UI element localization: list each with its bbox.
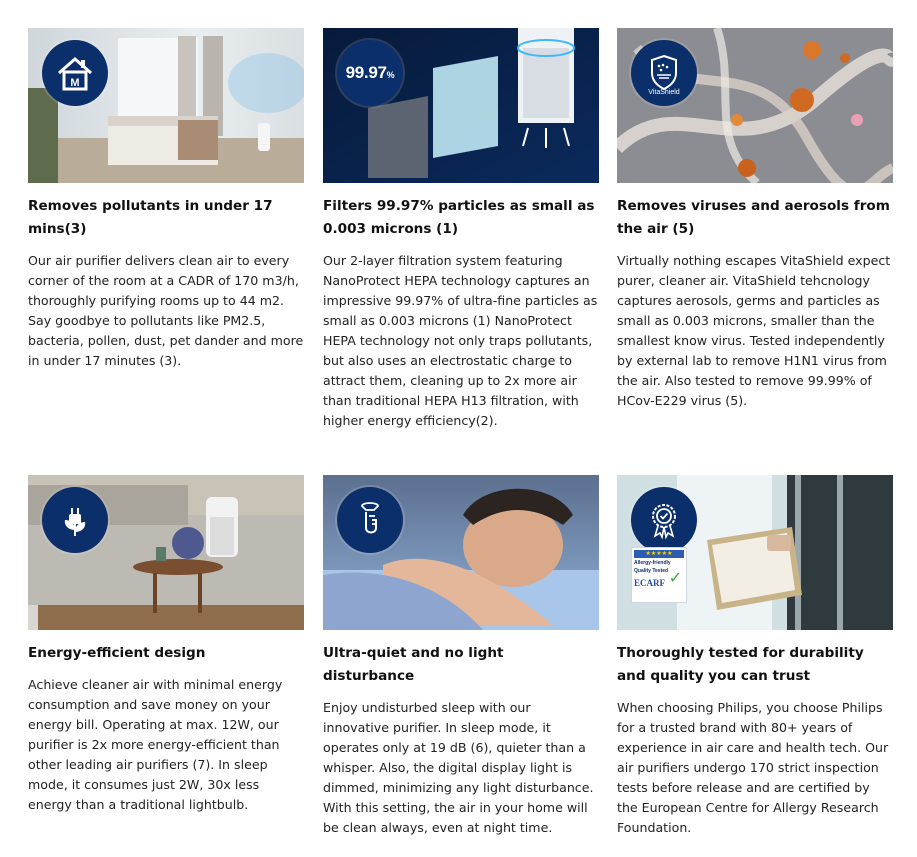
- feature-title: Filters 99.97% particles as small as 0.003 microns (1): [323, 198, 595, 237]
- checkmark-icon: ✓: [668, 570, 682, 587]
- cert-line-2: Quality Tested: [634, 568, 669, 574]
- feature-card-energy: [28, 475, 304, 815]
- vitashield-icon: [631, 40, 697, 106]
- feature-body: Our 2-layer filtration system featuring NanoProtect HEPA technology captures an impressive 99.97% of ultra-fine particles as small as 0.003 microns (1) NanoProtect HEPA technology not only traps pollutants, but also uses an electrostatic charge to attract them, cleaning up to 2x more air than traditional HEPA H13 filtration, with higher energy efficiency(2).: [323, 253, 598, 428]
- feature-card-tested: [617, 475, 893, 838]
- plug-leaf-icon: [42, 487, 108, 553]
- feature-title: Removes viruses and aerosols from the air (5): [617, 198, 890, 237]
- feature-card-viruses: [617, 28, 893, 411]
- badge-letter: M: [70, 77, 80, 89]
- feature-body: Achieve cleaner air with minimal energy consumption and save money on your energy bill. Operating at max. 12W, our purifier is 2x more energy-efficient than other leading air purifiers (7). In sleep mode, it consumes just 2W, 30x less energy than a traditional lightbulb.: [28, 677, 283, 812]
- feature-image-sleeping-child: [323, 475, 599, 630]
- feature-card-filtration: [323, 28, 599, 431]
- feature-image-living-room: [28, 475, 304, 630]
- feature-title: Energy-efficient design: [28, 645, 206, 661]
- feature-body: When choosing Philips, you choose Philips for a trusted brand with 80+ years of experience in air care and health tech. Our air purifiers undergo 170 strict inspection tests before release and are certified by the European Centre for Allergy Research Foundation.: [617, 700, 889, 835]
- home-m-icon: [42, 40, 108, 106]
- cert-brand: ECARF: [634, 578, 665, 588]
- feature-title: Removes pollutants in under 17 mins(3): [28, 198, 273, 237]
- feature-image-bedroom: [28, 28, 304, 183]
- feature-body: Enjoy undisturbed sleep with our innovative purifier. In sleep mode, it operates only at 19 dB (6), quieter than a whisper. Also, the digital display light is dimmed, minimizing any light disturbance. With this setting, the air in your home will be clean always, even at night time.: [323, 700, 594, 835]
- percent-badge-icon: [337, 40, 403, 106]
- rating-stars: ★★★★★: [634, 550, 684, 558]
- feature-title: Ultra-quiet and no light disturbance: [323, 645, 504, 684]
- quality-seal-icon: [631, 487, 697, 553]
- feature-body: Our air purifier delivers clean air to every corner of the room at a CADR of 170 m3/h, thoroughly purifying rooms up to 44 m2. Say goodbye to pollutants like PM2.5, bacteria, pollen, dust, pet dander and more in under 17 minutes (3).: [28, 253, 304, 368]
- badge-vitashield-label: VitaShield: [648, 89, 680, 95]
- feature-image-lab-technician: [617, 475, 893, 630]
- feature-body: Virtually nothing escapes VitaShield expect purer, cleaner air. VitaShield tehcnology captures aerosols, germs and particles as small as 0.003 microns, smaller than the smallest know virus. Tested independently by external lab to remove H1N1 virus from the air. Also tested to remove 99.99% of HCov-E229 virus (5).: [617, 253, 891, 408]
- ecarf-certificate-badge: [631, 547, 687, 603]
- feature-image-virus-fibers: [617, 28, 893, 183]
- cert-line-1: Allergy-friendly: [634, 560, 671, 566]
- feature-image-filter-layers: [323, 28, 599, 183]
- quiet-icon: [337, 487, 403, 553]
- badge-percent-suffix: %: [386, 70, 395, 80]
- feature-card-pollutants: [28, 28, 304, 371]
- feature-card-quiet: [323, 475, 599, 838]
- feature-title: Thoroughly tested for durability and quality you can trust: [617, 645, 864, 684]
- badge-percent-value: 99.97: [345, 63, 387, 82]
